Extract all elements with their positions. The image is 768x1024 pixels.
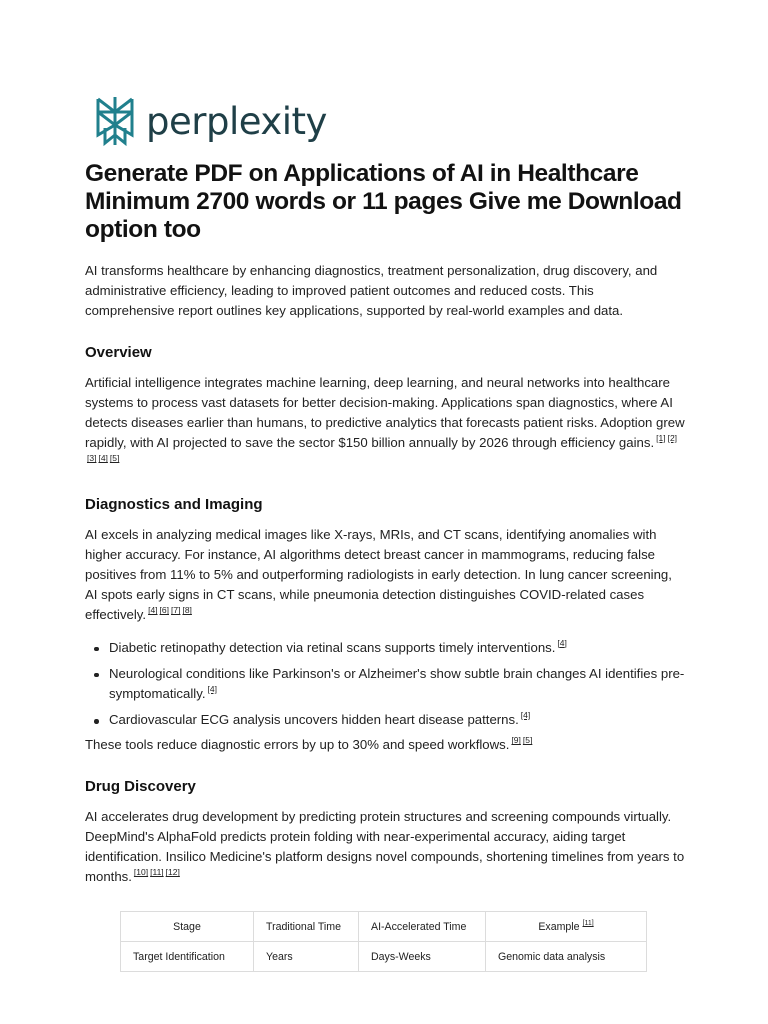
citation-link[interactable]: [8] [182,605,192,616]
diagnostics-heading: Diagnostics and Imaging [85,495,263,513]
citation-link[interactable]: [4] [520,710,531,721]
perplexity-logo-wordmark: perplexity [146,99,327,143]
citation-link[interactable]: [2] [667,433,678,444]
diagnostics-bullet-list [85,638,685,731]
list-item-text: Cardiovascular ECG analysis uncovers hidden heart disease patterns. [109,712,519,728]
citation-link[interactable]: [6] [159,605,169,616]
citation-link[interactable]: [5] [522,735,533,746]
drug-discovery-text: AI accelerates drug development by predicting protein structures and screening compounds virtually. DeepMind's AlphaFold predicts protein folding with near-experimental accuracy, aiding target identification. Insilico Medicine's platform designs novel compounds, shortening timelines from years to months. [85,808,685,885]
list-item-text: Neurological conditions like Parkinson's or Alzheimer's show subtle brain changes AI identifies pre-symptomatically. [109,665,685,702]
citation-link[interactable]: [5] [109,453,120,464]
page-title: Generate PDF on Applications of AI in Healthcare Minimum 2700 words or 11 pages Give me Download option too [85,160,682,243]
citation-link[interactable]: [11] [150,867,164,878]
citation-link[interactable]: [3] [87,453,97,464]
citation-link[interactable]: [10] [133,867,149,878]
overview-text: Artificial intelligence integrates machine learning, deep learning, and neural networks into healthcare systems to process vast datasets for better decision-making. Applications span diagnostics, where AI detects diseases earlier than humans, to predictive analytics that forecasts patient risks. Adoption grew rapidly, with AI projected to save the sector $150 billion annually by 2026 through efficiency gains. [85,374,685,451]
table-cell: Genomic data analysis [486,942,647,972]
citation-link[interactable]: [4] [98,453,108,464]
drug-discovery-table [120,911,647,972]
table-header-row [121,912,647,942]
perplexity-logo [94,94,327,148]
table-header-text: Example [538,921,580,933]
list-item [85,638,685,658]
diagnostics-text: AI excels in analyzing medical images like X-rays, MRIs, and CT scans, identifying anomalies with higher accuracy. For instance, AI algorithms detect breast cancer in mammograms, reducing false positives from 11% to 5% and outperforming radiologists in early detection. In lung cancer screening, AI spots early signs in CT scans, while pneumonia detection distinguishes COVID-related cases effectively. [85,526,672,623]
diagnostics-closing [85,735,685,755]
drug-discovery-paragraph [85,807,685,888]
overview-paragraph [85,373,685,474]
list-item [85,710,685,730]
document-content [85,160,685,887]
citation-link[interactable]: [9] [511,735,521,746]
table-row [121,942,647,972]
list-item-text: Diabetic retinopathy detection via retinal scans supports timely interventions. [109,639,556,655]
citation-link[interactable]: [4] [207,684,217,695]
table-header-cell: Stage [121,912,254,942]
table-header-cell: Traditional Time [254,912,359,942]
intro-paragraph: AI transforms healthcare by enhancing diagnostics, treatment personalization, drug discovery, and administrative efficiency, leading to improved patient outcomes and reduced costs. This comprehensive report outlines key applications, supported by real-world examples and data. [85,263,658,319]
citation-link[interactable]: [11] [582,920,594,927]
table-cell: Years [254,942,359,972]
perplexity-logo-icon [94,95,136,147]
citation-link[interactable]: [7] [171,605,181,616]
citation-link[interactable]: [4] [557,637,567,648]
citation-link[interactable]: [12] [165,867,180,878]
list-item [85,664,685,704]
table-header-cell: AI-Accelerated Time [359,912,486,942]
diagnostics-closing-text: These tools reduce diagnostic errors by up to 30% and speed workflows. [85,737,510,753]
citation-link[interactable]: [4] [148,605,158,616]
diagnostics-paragraph [85,525,685,626]
table-cell: Days-Weeks [359,942,486,972]
citation-link[interactable]: [1] [656,433,666,444]
table-header-cell [486,912,647,942]
overview-heading: Overview [85,343,152,361]
table-cell: Target Identification [121,942,254,972]
drug-discovery-heading: Drug Discovery [85,777,196,795]
